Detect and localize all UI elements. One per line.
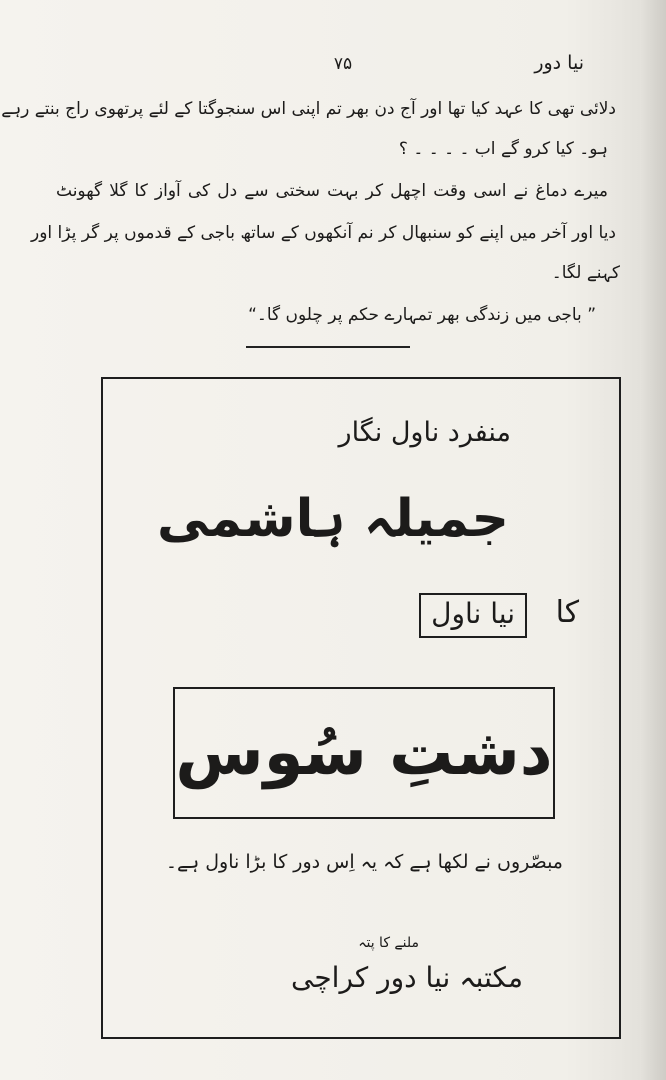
page-gutter-shadow (640, 0, 666, 1080)
body-line-1: دلائی تھی کا عہد کیا تھا اور آج دن بھر تم اپنی اس سنجوگتا کے لئے پرتھوی راج بنتے رہے (1, 99, 616, 119)
page-number: ۷۵ (333, 54, 353, 74)
body-line-6-quote: ” باجی میں زندگی بھر تمہارے حکم پر چلوں گا۔“ (248, 305, 596, 325)
body-line-2: ہو۔ کیا کرو گے اب ۔ ۔ ۔ ۔ ؟ (398, 139, 608, 159)
ad-tagline: منفرد ناول نگار (338, 417, 511, 448)
ad-title-frame (173, 687, 555, 819)
ad-ka-word: کا (555, 595, 579, 630)
running-head: نیا دور (534, 52, 584, 74)
ad-address-label: ملنے کا پتہ (358, 935, 419, 951)
ad-book-title: دشتِ سُوس (175, 716, 553, 790)
body-line-5: کہنے لگا۔ (551, 263, 620, 283)
body-line-3: میرے دماغ نے اسی وقت اچھل کر بہت سختی سے دل کی آواز کا گلا گھونٹ (56, 181, 608, 201)
book-advertisement (101, 377, 621, 1039)
ad-critics-line: مبصّروں نے لکھا ہے کہ یہ اِس دور کا بڑا ناول ہے۔ (165, 851, 563, 873)
ad-publisher: مکتبہ نیا دور کراچی (291, 961, 523, 994)
section-divider (246, 346, 410, 348)
ad-new-novel-label: نیا ناول (419, 593, 527, 638)
ad-author-name: جمیلہ ہاشمی (157, 489, 509, 549)
body-line-4: دیا اور آخر میں اپنے کو سنبھال کر نم آنکھوں کے ساتھ باجی کے قدموں پر گر پڑا اور (30, 223, 616, 243)
